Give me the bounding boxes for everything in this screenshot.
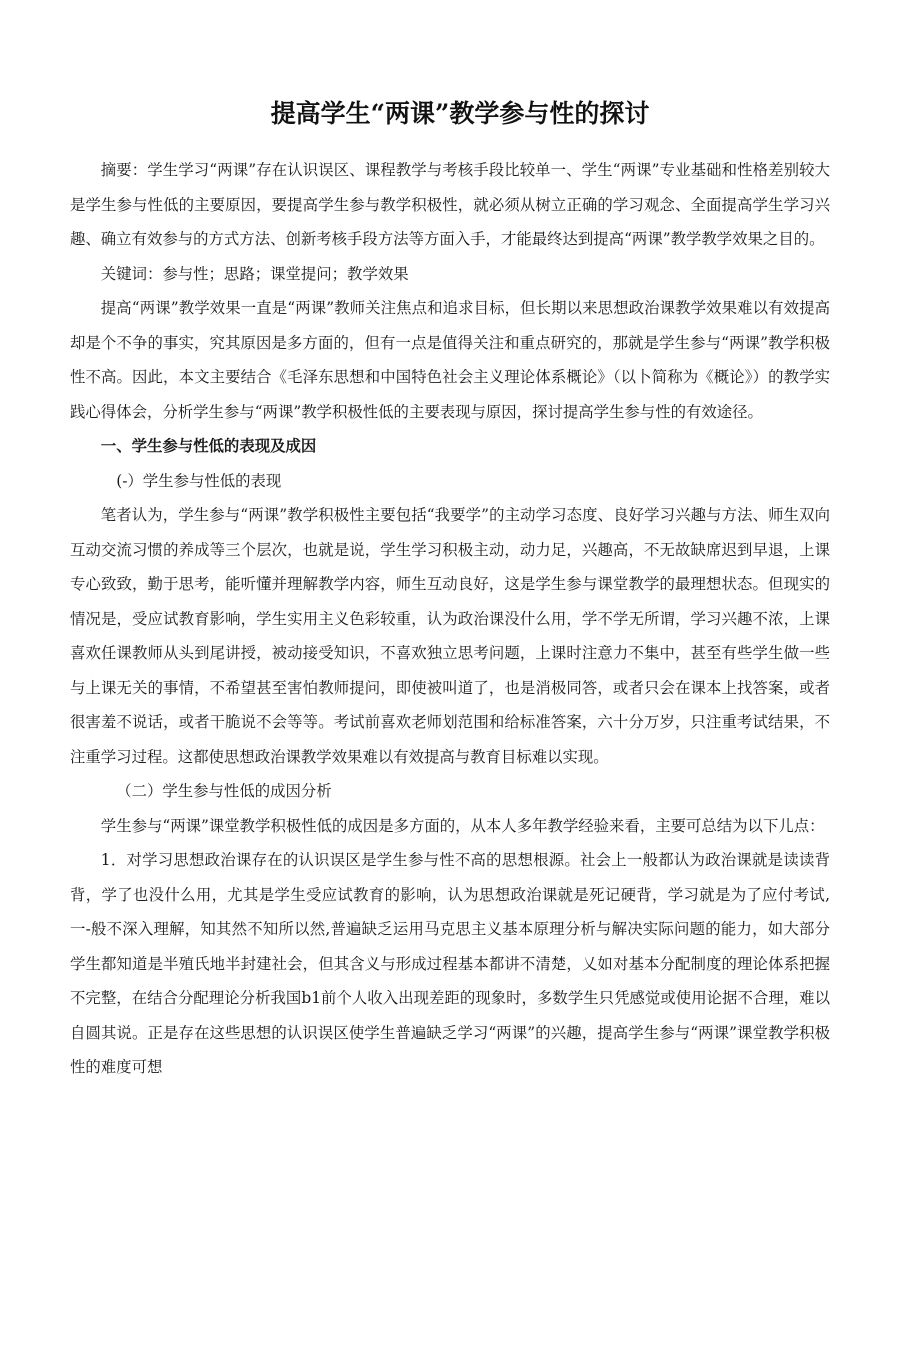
- abstract-paragraph: 摘要：学生学习“两课”存在认识误区、课程教学与考核手段比较单一、学生“两课”专业基础和性格差别较大是学生参与性低的主要原因，要提高学生参与教学积极性，就必须从树立正确的学习观念、全面提高学生学习兴趣、确立有效参与的方式方法、创新考核手段方法等方面入手，才能最终达到提高“两课”教学教学效果之目的。: [70, 161, 830, 248]
- body-paragraph: 笔者认为，学生参与“两课”教学积极性主要包括“我要学”的主动学习态度、良好学习兴趣与方法、师生双向互动交流习惯的养成等三个层次，也就是说，学生学习积极主动，动力足，兴趣高，不无故缺席迟到早退，上课专心致致，勤于思考，能听懂并理解教学内容，师生互动良好，这是学生参与课堂教学的最理想状态。但现实的情况是，受应试教育影响，学生实用主义色彩较重，认为政治课没什么用，学不学无所谓，学习兴趣不浓，上课喜欢任课教师从头到尾讲授，被动接受知识，不喜欢独立思考问题，上课时注意力不集中，甚至有些学生做一些与上课无关的事情，不希望甚至害怕教师提问，即使被叫道了，也是消极同答，或者只会在课本上找答案，或者很害羞不说话，或者干脆说不会等等。考试前喜欢老师划范围和给标准答案，六十分万岁，只注重考试结果，不注重学习过程。这都使思想政治课教学效果难以有效提高与教育目标难以实现。: [70, 506, 830, 766]
- page-title: 提高学生“两课”教学参与性的探讨: [270, 99, 650, 128]
- body-paragraph: 学生参与“两课”课堂教学积极性低的成因是多方面的，从本人多年教学经验来看，主要可总结为以下儿点：: [100, 816, 825, 835]
- document-body: [70, 153, 830, 1085]
- list-item-paragraph: 1．对学习思想政治课存在的认识误区是学生参与性不高的思想根源。社会上一般都认为政治课就是读读背背，学了也没什么用，尤其是学生受应试教育的影响，认为思想政治课就是死记硬背，学习就是为了应付考试,一-般不深入理解，知其然不知所以然,普遍缺乏运用马克思主义基本原理分析与解决实际问题的能力，如大部分学生都知道是半殖氏地半封建社会，但其含义与形成过程基本都讲不清楚，乂如对基本分配制度的理论体系把握不完整，在结合分配理论分析我国b1前个人收入出现差距的现象时，多数学生只凭感觉或使用论据不合理，难以自圆其说。正是存在这些思想的认识误区使学生普遍缺乏学习“两课”的兴趣，提高学生参与“两课”课堂教学积极性的难度可想: [70, 851, 830, 1076]
- subsection-heading: （二）学生参与性低的成因分析: [116, 782, 332, 800]
- section-heading: 一、学生参与性低的表现及成因: [100, 437, 317, 455]
- subsection-heading: (-）学生参与性低的表现: [116, 471, 282, 490]
- intro-paragraph: 提高“两课”教学效果一直是“两课”教师关注焦点和追求目标，但长期以来思想政治课教学效果难以有效提高却是个不争的事实，究其原因是多方面的，但有一点是值得关注和重点研究的，那就是学生参与“两课”教学积极性不高。因此，本文主要结合《毛泽东思想和中国特色社会主义理论体系概论》（以卜简称为《概论》）的教学实践心得体会，分析学生参与“两课”教学积极性低的主要表现与原因，探讨提高学生参与性的有效途径。: [70, 299, 830, 421]
- keywords-paragraph: 关键词：参与性；思路；课堂提问；教学效果: [100, 264, 409, 283]
